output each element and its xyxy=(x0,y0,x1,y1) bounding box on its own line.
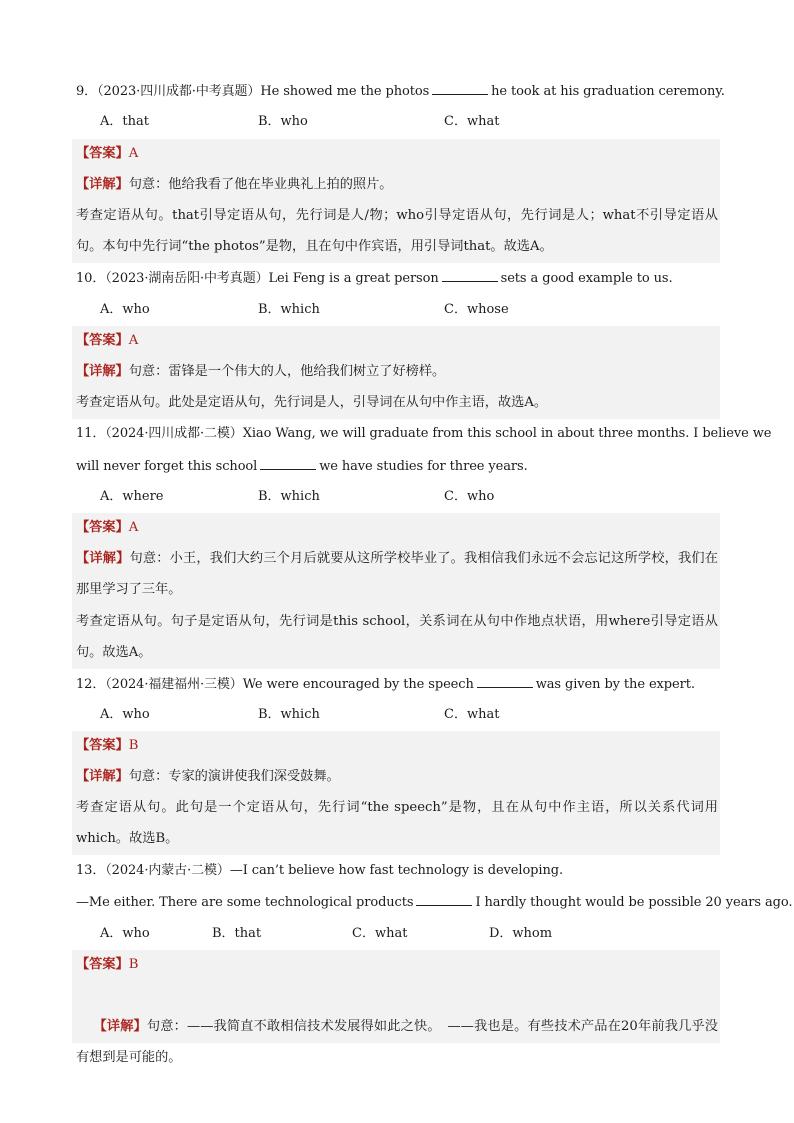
question-number: 9． xyxy=(76,84,98,99)
answer-value: A xyxy=(128,520,139,535)
question-10-options xyxy=(100,300,720,320)
question-13-stem: 13．（2024·内蒙古·二模）—I can’t believe how fast technology is developing. xyxy=(76,863,563,878)
analysis-text: 考查定语从句。句子是定语从句，先行词是this school，关系词在从句中作地点状语，用where引导定语从句。故选A。 xyxy=(76,614,718,660)
translation-line: 【详解】句意：他给我看了他在毕业典礼上拍的照片。 xyxy=(76,177,393,192)
answer-line: 【答案】A xyxy=(76,146,139,161)
question-source: （2024·四川成都·二模） xyxy=(105,426,243,441)
question-source: （2023·湖南岳阳·中考真题） xyxy=(105,271,269,286)
question-source: （2024·内蒙古·二模） xyxy=(105,863,230,878)
question-10-stem: 10．（2023·湖南岳阳·中考真题）Lei Feng is a great person sets a good example to us. xyxy=(76,268,720,289)
answer-blank[interactable] xyxy=(477,674,533,688)
question-12-options xyxy=(100,705,720,725)
option-c[interactable]: C．whose xyxy=(444,302,509,317)
answer-line: 【答案】B xyxy=(76,738,139,753)
question-number: 10． xyxy=(76,271,106,286)
answer-line: 【答案】B xyxy=(76,957,139,972)
option-b[interactable]: B．which xyxy=(258,707,320,722)
question-9-options xyxy=(100,112,720,132)
answer-value: A xyxy=(128,333,139,348)
answer-line: 【答案】A xyxy=(76,520,139,535)
analysis-text: 考查定语从句。此处是定语从句，先行词是人，引导词在从句中作主语，故选A。 xyxy=(76,395,548,410)
option-b[interactable]: B．that xyxy=(212,926,262,941)
translation-line: 【详解】句意：——我简直不敢相信技术发展得如此之快。 ——我也是。有些技术产品在20年前我几乎没有想到是可能的。 xyxy=(76,1019,718,1065)
option-a[interactable]: A．where xyxy=(100,489,164,504)
question-source: （2023·四川成都·中考真题） xyxy=(97,84,261,99)
option-a[interactable]: A．who xyxy=(100,926,150,941)
question-9-stem: 9．（2023·四川成都·中考真题）He showed me the photos he took at his graduation ceremony. xyxy=(76,81,720,102)
question-12-stem: 12．（2024·福建福州·三模）We were encouraged by the speech was given by the expert. xyxy=(76,674,720,695)
option-c[interactable]: C．what xyxy=(444,707,500,722)
answer-line: 【答案】A xyxy=(76,333,139,348)
option-c[interactable]: C．what xyxy=(444,114,500,129)
answer-value: B xyxy=(128,957,139,972)
option-a[interactable]: A．who xyxy=(100,707,150,722)
analysis-text: 考查定语从句。此句是一个定语从句，先行词“the speech”是物，且在从句中作主语，所以关系代词用which。故选B。 xyxy=(76,800,718,846)
question-number: 11． xyxy=(76,426,106,441)
question-source: （2024·福建福州·三模） xyxy=(105,677,243,692)
option-a[interactable]: A．that xyxy=(100,114,149,129)
answer-blank[interactable] xyxy=(416,892,472,906)
option-b[interactable]: B．which xyxy=(258,302,320,317)
answer-blank[interactable] xyxy=(442,268,498,282)
option-b[interactable]: B．which xyxy=(258,489,320,504)
question-11-options xyxy=(100,487,720,507)
answer-value: A xyxy=(128,146,139,161)
translation-line: 【详解】句意：小王，我们大约三个月后就要从这所学校毕业了。我相信我们永远不会忘记这所学校，我们在那里学习了三年。 xyxy=(76,551,718,597)
option-c[interactable]: C．what xyxy=(352,926,408,941)
answer-blank[interactable] xyxy=(432,81,488,95)
question-11-stem: 11．（2024·四川成都·二模）Xiao Wang, we will graduate from this school in about three months. I believe we xyxy=(76,426,772,441)
option-b[interactable]: B．who xyxy=(258,114,308,129)
question-number: 13． xyxy=(76,863,106,878)
translation-line: 【详解】句意：专家的演讲使我们深受鼓舞。 xyxy=(76,769,340,784)
question-13-stem-cont: —Me either. There are some technological products I hardly thought would be possible 20 years ago. xyxy=(76,892,720,913)
answer-blank[interactable] xyxy=(260,456,316,470)
question-number: 12． xyxy=(76,677,106,692)
translation-line: 【详解】句意：雷锋是一个伟大的人，他给我们树立了好榜样。 xyxy=(76,364,446,379)
option-d[interactable]: D．whom xyxy=(489,926,553,941)
analysis-text: 考查定语从句。that引导定语从句，先行词是人/物；who引导定语从句，先行词是人；what不引导定语从句。本句中先行词“the photos”是物，且在句中作宾语，用引导词that。故选A。 xyxy=(76,208,718,254)
question-11-stem-cont: will never forget this school we have studies for three years. xyxy=(76,456,720,477)
option-a[interactable]: A．who xyxy=(100,302,150,317)
answer-value: B xyxy=(128,738,139,753)
option-c[interactable]: C．who xyxy=(444,489,495,504)
question-13-options xyxy=(100,924,720,944)
